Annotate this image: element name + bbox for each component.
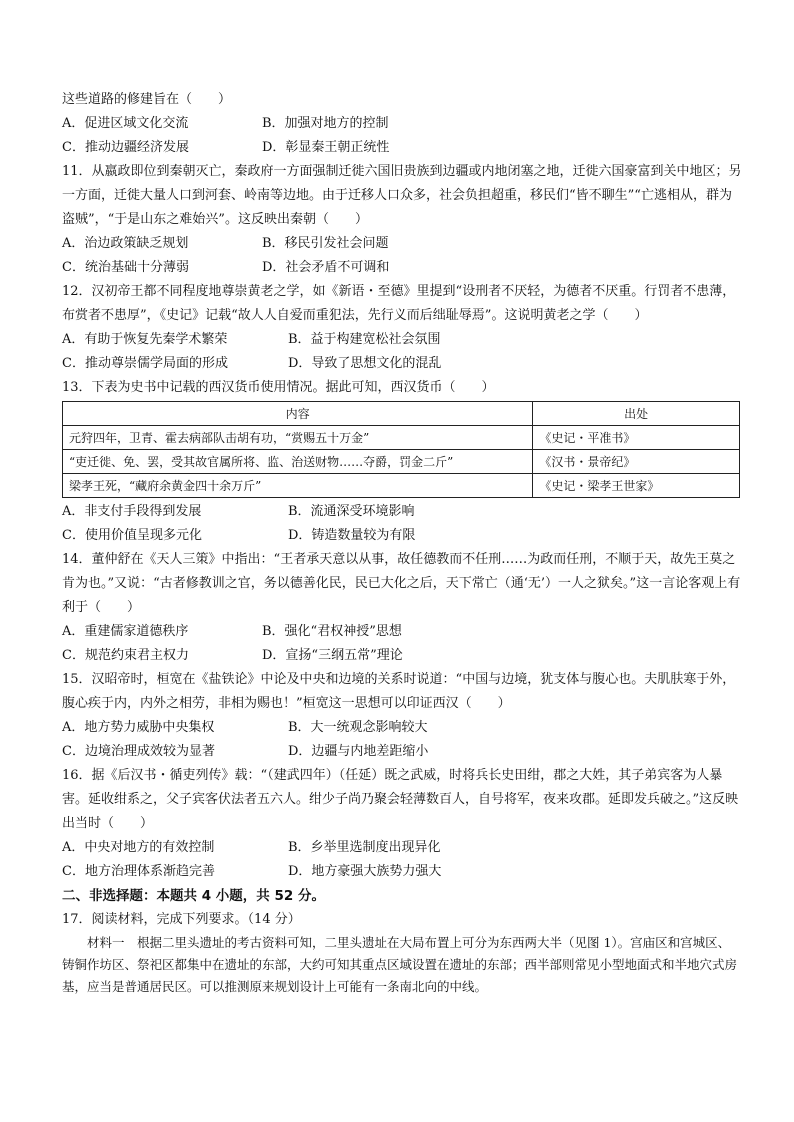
q10-options-row-2 (62, 136, 742, 160)
q13-option-c: C．使用价值呈现多元化 (62, 528, 202, 543)
q14-option-b: B．强化“君权神授”思想 (262, 624, 402, 639)
q12-options-row-1 (62, 328, 742, 352)
q13-option-b: B．流通深受环境影响 (288, 504, 415, 519)
q10-option-c: C．推动边疆经济发展 (62, 140, 189, 155)
q13-stem: 13．下表为史书中记载的西汉货币使用情况。据此可知，西汉货币（ ） (62, 380, 495, 395)
table-cell-content: 梁孝王死，“藏府余黄金四十余万斤” (63, 474, 533, 498)
q16-option-a: A．中央对地方的有效控制 (62, 840, 215, 855)
q11-option-b: B．移民引发社会问题 (262, 236, 389, 251)
q10-option-d: D．彰显秦王朝正统性 (262, 140, 390, 155)
q16-options-row-1 (62, 836, 742, 860)
q11-option-d: D．社会矛盾不可调和 (262, 260, 390, 275)
exam-page (62, 88, 742, 998)
q13-option-a: A．非支付手段得到发展 (62, 504, 202, 519)
q12-option-a: A．有助于恢复先秦学术繁荣 (62, 332, 228, 347)
table-row (63, 474, 740, 498)
table-row (63, 450, 740, 474)
q17-material-1: 材料一 根据二里头遗址的考古资料可知，二里头遗址在大局布置上可分为东西两大半（见图 1）。宫庙区和宫城区、铸铜作坊区、祭祀区都集中在遗址的东部，大约可知其重点区域设置在遗址的东部；西半部则常见小型地面式和半地穴式房基，应当是普通居民区。可以推测原来规划设计上可能有一条南北向的中线。 (62, 935, 738, 994)
q12-option-c: C．推动尊崇儒学局面的形成 (62, 356, 228, 371)
q14-stem: 14．董仲舒在《天人三策》中指出：“王者承天意以从事，故任德教而不任刑……为政而任刑，不顺于天，故先王莫之肯为也。”又说：“古者修教训之官，务以德善化民，民已大化之后，天下常亡（通‘无’）一人之狱矣。”这一言论客观上有利于（ ） (62, 552, 741, 615)
q16-options-row-2 (62, 860, 742, 884)
q17-stem: 17．阅读材料，完成下列要求。（14 分） (62, 912, 301, 927)
q15-option-a: A．地方势力威胁中央集权 (62, 720, 215, 735)
section-heading: 二、非选择题：本题共 4 小题，共 52 分。 (62, 888, 325, 904)
q12-stem: 12．汉初帝王都不同程度地尊崇黄老之学，如《新语・至德》里提到“设刑者不厌轻，为德者不厌重。行罚者不患薄，布赏者不患厚”，《史记》记载“故人人自爱而重犯法，先行义而后绌耻辱焉”。这说明黄老之学（ ） (62, 284, 736, 323)
q11-option-a: A．治边政策缺乏规划 (62, 236, 189, 251)
q10-option-b: B．加强对地方的控制 (262, 116, 389, 131)
table-header-source: 出处 (533, 402, 740, 426)
q14-option-d: D．宣扬“三纲五常”理论 (262, 648, 403, 663)
q14-option-c: C．规范约束君主权力 (62, 648, 189, 663)
q14-option-a: A．重建儒家道德秩序 (62, 624, 189, 639)
q15-options-row-1 (62, 716, 742, 740)
q10-stem-continuation: 这些道路的修建旨在（ ） (62, 92, 232, 107)
q11-stem: 11．从嬴政即位到秦朝灭亡，秦政府一方面强制迁徙六国旧贵族到边疆或内地闭塞之地，迁徙六国豪富到关中地区；另一方面，迁徙大量人口到河套、岭南等边地。由于迁移人口众多，社会负担超重，移民们“皆不聊生”“亡逃相从，群为盗贼”，“于是山东之难始兴”。这反映出秦朝（ ） (62, 164, 742, 227)
table-header-content: 内容 (63, 402, 533, 426)
table-cell-source: 《汉书・景帝纪》 (533, 450, 740, 474)
q10-option-a: A．促进区域文化交流 (62, 116, 189, 131)
q16-stem: 16．据《后汉书・循吏列传》载：“（建武四年）（任延）既之武威，时将兵长史田绀，郡之大姓，其子弟宾客为人暴害。延收绀系之，父子宾客伏法者五六人。绀少子尚乃聚会轻薄数百人，自号将军，夜来攻郡。延即发兵破之。”这反映出当时（ ） (62, 768, 739, 831)
q13-option-d: D．铸造数量较为有限 (288, 528, 416, 543)
q10-options-row-1 (62, 112, 742, 136)
table-header-row (63, 402, 740, 426)
q12-options-row-2 (62, 352, 742, 376)
q12-option-d: D．导致了思想文化的混乱 (288, 356, 442, 371)
q16-option-d: D．地方豪强大族势力强大 (288, 864, 442, 879)
q15-option-d: D．边疆与内地差距缩小 (288, 744, 429, 759)
table-cell-content: 元狩四年，卫青、霍去病部队击胡有功，“赏赐五十万金” (63, 426, 533, 450)
q15-stem: 15．汉昭帝时，桓宽在《盐铁论》中论及中央和边境的关系时说道：“中国与边境，犹支体与腹心也。夫肌肤寒于外，腹心疾于内，内外之相劳，非相为赐也！”桓宽这一思想可以印证西汉（ ） (62, 672, 736, 711)
table-cell-source: 《史记・梁孝王世家》 (533, 474, 740, 498)
q13-options-row-1 (62, 500, 742, 524)
q11-option-c: C．统治基础十分薄弱 (62, 260, 189, 275)
q14-options-row-2 (62, 644, 742, 668)
q11-options-row-1 (62, 232, 742, 256)
q15-option-b: B．大一统观念影响较大 (288, 720, 428, 735)
table-row (63, 426, 740, 450)
q16-option-b: B．乡举里选制度出现异化 (288, 840, 441, 855)
table-cell-content: “吏迁徙、免、罢，受其故官属所将、监、治送财物……夺爵，罚金二斤” (63, 450, 533, 474)
q12-option-b: B．益于构建宽松社会氛围 (288, 332, 441, 347)
q16-option-c: C．地方治理体系渐趋完善 (62, 864, 215, 879)
table-cell-source: 《史记・平准书》 (533, 426, 740, 450)
q11-options-row-2 (62, 256, 742, 280)
q15-options-row-2 (62, 740, 742, 764)
q14-options-row-1 (62, 620, 742, 644)
q13-options-row-2 (62, 524, 742, 548)
q15-option-c: C．边境治理成效较为显著 (62, 744, 215, 759)
q13-source-table (62, 401, 740, 498)
